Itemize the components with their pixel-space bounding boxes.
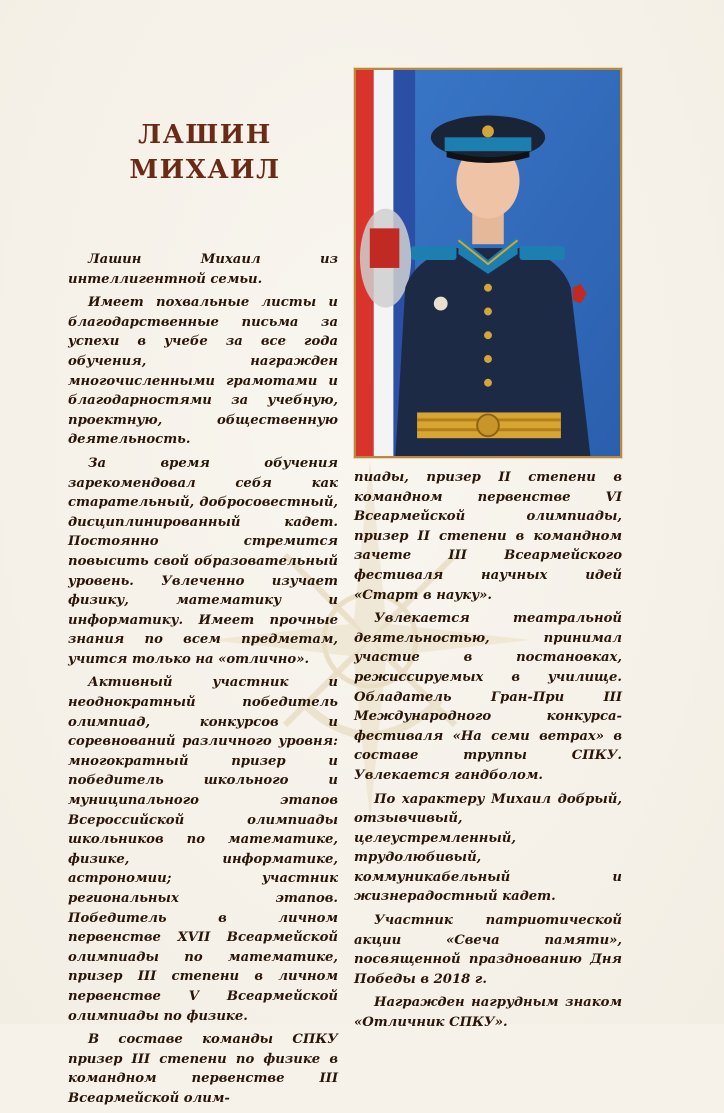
paragraph: Лашин Михаил из интеллигентной семьи.: [68, 252, 338, 287]
paragraph: пиады, призер II степени в командном первенстве VI Всеармейской олимпиады, призер II степени в командном зачете III Всеармейского фестиваля научных идей «Старт в науку».: [354, 470, 622, 603]
paragraph: Увлекается театральной деятельностью, принимал участие в постановках, режиссируемых в училище. Обладатель Гран-При III Международного конкурса-фестиваля «На семи ветрах» в составе труппы СПКУ. Увлекается гандболом.: [354, 611, 622, 783]
portrait-photo: [354, 68, 622, 458]
paragraph: Имеет похвальные листы и благодарственные письма за успехи в учебе за все года обучения, награжден многочисленными грамотами и благодарностями за учебную, проектную, общественную деятельность.: [68, 295, 338, 448]
paragraph: Участник патриотической акции «Свеча памяти», посвященной празднованию Дня Победы в 2018 г.: [354, 913, 622, 987]
biography-left-column: [68, 250, 338, 1113]
paragraph: В составе команды СПКУ призер III степени по физике в командном первенстве III Всеармейской олим-: [68, 1032, 338, 1106]
paragraph: По характеру Михаил добрый, отзывчивый, целеустремленный, трудолюбивый, коммуникабельный и жизнерадостный кадет.: [354, 791, 622, 905]
paragraph: Активный участник и неоднократный победитель олимпиад, конкурсов и соревнований различного уровня: многократный призер и победитель школьного и муниципального этапов Всероссийской олимпиады школьников по математике, физике, информатике, астрономии; участник региональных этапов. Победитель в личном первенстве XVII Всеармейской олимпиады по математике, призер III степени в личном первенстве V Всеармейской олимпиады по физике.: [68, 675, 338, 1024]
title-name: МИХАИЛ: [129, 155, 281, 185]
paragraph: Награжден нагрудным знаком «Отличник СПКУ».: [354, 995, 622, 1031]
title-surname: ЛАШИН: [138, 120, 272, 150]
cadet-portrait-icon: [356, 70, 620, 456]
biography-right-column: [354, 468, 622, 1037]
paragraph: За время обучения зарекомендовал себя как старательный, добросовестный, дисциплинированный кадет. Постоянно стремится повысить свой образовательный уровень. Увлеченно изучает физику, математику и информатику. Имеет прочные знания по всем предметам, учится только на «отлично».: [68, 455, 338, 667]
page-title: [110, 118, 300, 188]
